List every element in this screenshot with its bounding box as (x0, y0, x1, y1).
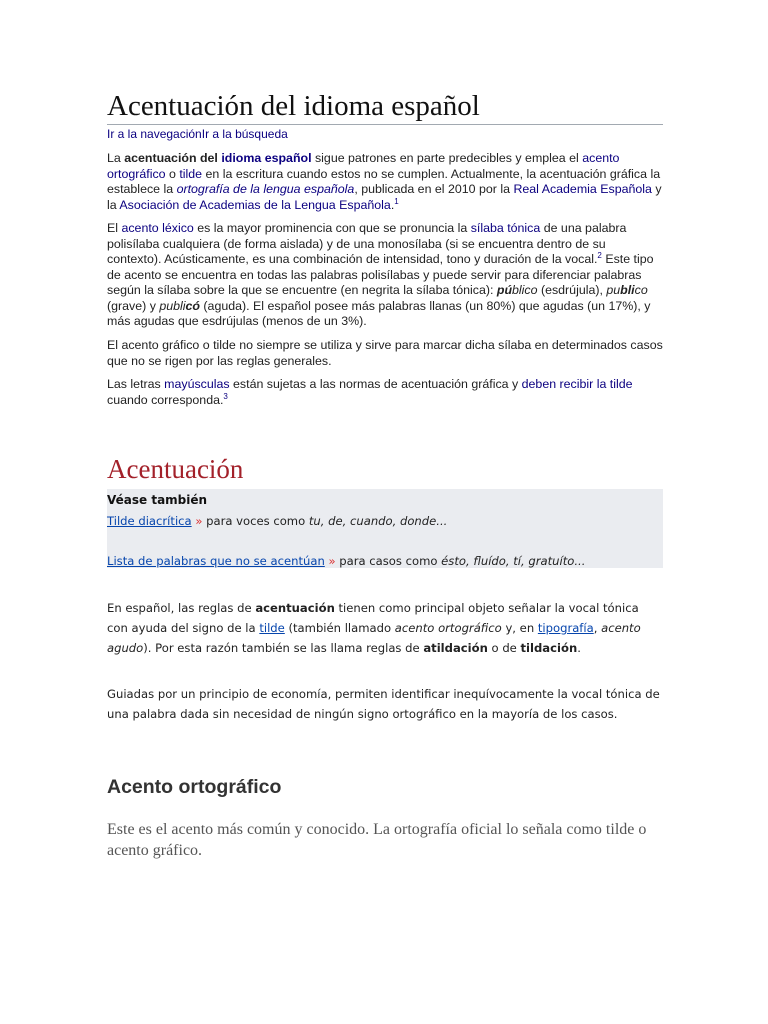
text: , (593, 621, 602, 635)
jump-to-search-link[interactable]: Ir a la búsqueda (201, 127, 288, 141)
page-title: Acentuación del idioma español (107, 88, 663, 125)
text: . (390, 197, 395, 212)
example-publico-aguda: publicó (159, 298, 200, 313)
section-heading-acentuacion: Acentuación (107, 454, 244, 484)
raquo-icon: » (328, 554, 336, 568)
examples: tu, de, cuando, donde... (308, 514, 448, 528)
bold-text: atildación (423, 641, 488, 655)
examples: ésto, fluído, tí, gratuíto... (441, 554, 586, 568)
text: cuando corresponda. (107, 392, 224, 407)
link-lista-palabras[interactable]: Lista de palabras que no se acentúan (107, 554, 325, 568)
reference-3[interactable]: 3 (223, 391, 228, 401)
intro-paragraph-2 (107, 221, 663, 330)
link-tilde[interactable]: tilde (179, 166, 203, 181)
text: sigue patrones en parte predecibles y emplea el (311, 151, 583, 165)
text: . (577, 641, 581, 655)
link-idioma-espanol[interactable]: idioma español (221, 151, 312, 165)
intro-paragraph-3: El acento gráfico o tilde no siempre se utiliza y sirve para marcar dicha sílaba en determinados casos que no se rigen por las reglas generales. (107, 338, 663, 368)
acentuacion-paragraph-2: Guiadas por un principio de economía, permiten identificar inequívocamente la vocal tónica de una palabra dada sin necesidad de ningún signo ortográfico en la mayoría de los casos. (107, 687, 660, 721)
section-heading-acento-ortografico: Acento ortográfico (107, 776, 282, 798)
link-tilde-diacritica[interactable]: Tilde diacrítica (107, 514, 192, 528)
link-acento-lexico[interactable]: acento léxico (121, 221, 194, 235)
text: (grave) y (107, 298, 160, 313)
link-ortografia[interactable]: ortografía de la lengua española (176, 182, 355, 196)
text: es la mayor prominencia con que se pronuncia la (193, 221, 471, 235)
bold-text: acentuación (255, 601, 335, 615)
bold-text: tildación (520, 641, 578, 655)
link-acento-ortografico[interactable]: acento ortográfico (107, 151, 620, 181)
acento-ortografico-paragraph: Este es el acento más común y conocido. La ortografía oficial lo señala como tilde o acento gráfico. (107, 821, 647, 859)
text: tienen como principal objeto señalar la vocal tónica con ayuda del signo de la (107, 601, 639, 635)
see-also-box (107, 489, 663, 568)
intro-paragraph-1 (107, 151, 663, 213)
example-publico-grave: publico (606, 283, 648, 297)
link-rae[interactable]: Real Academia Española (513, 182, 652, 196)
link-mayusculas[interactable]: mayúsculas (164, 377, 230, 391)
reference-2[interactable]: 2 (597, 250, 602, 260)
text: están sujetas a las normas de acentuación gráfica y (229, 377, 522, 391)
acentuacion-paragraph-1 (107, 598, 663, 658)
link-tipografia[interactable]: tipografía (537, 621, 594, 635)
text: y, en (501, 621, 538, 635)
text: La (107, 151, 125, 165)
text: En español, las reglas de (107, 601, 256, 615)
link-deben-recibir-tilde[interactable]: deben recibir la tilde (521, 377, 633, 391)
see-also-title: Véase también (107, 493, 208, 507)
italic-text: acento agudo (107, 621, 641, 655)
bold-text: acentuación del (124, 151, 222, 165)
see-also-row-2 (107, 554, 585, 568)
text: o de (487, 641, 521, 655)
text: para voces como (202, 514, 309, 528)
link-tilde[interactable]: tilde (259, 621, 285, 635)
see-also-row-1 (107, 514, 447, 528)
jump-to-navigation-link[interactable]: Ir a la navegación (107, 127, 202, 141)
italic-text: acento ortográfico (394, 621, 502, 635)
text: (aguda). El español posee más palabras llanas (un 80%) que agudas (un 17%), y más agudas que esdrújulas (menos de un 3%). (107, 298, 651, 328)
text: en la escritura cuando estos no se cumplen. Actualmente, la acentuación gráfica la establece la (107, 166, 661, 196)
text: para casos como (335, 554, 442, 568)
text: (también llamado (284, 621, 395, 635)
text: Este tipo de acento se encuentra en todas las palabras polisílabas y puede servir para diferenciar palabras según la sílaba sobre la que se encuentre (en negrita la sílaba tónica): (107, 252, 654, 297)
text: , publicada en el 2010 por la (354, 182, 514, 196)
text: (esdrújula), (537, 283, 607, 297)
example-publico: público (496, 283, 538, 297)
jump-links (107, 126, 288, 142)
text: El (107, 221, 122, 235)
intro-paragraph-4 (107, 377, 663, 408)
text: Las letras (107, 377, 165, 391)
text: de una palabra polisílaba cualquiera (de forma aislada) y de una monosílaba (si se encuentra dentro de su contexto). Acústicamente, es una combinación de intensidad, tono y duración de la vocal. (107, 221, 627, 266)
text: ). Por esta razón también se las llama reglas de (143, 641, 424, 655)
raquo-icon: » (195, 514, 203, 528)
link-silaba-tonica[interactable]: sílaba tónica (470, 221, 541, 235)
reference-1[interactable]: 1 (394, 196, 399, 206)
link-asale[interactable]: Asociación de Academias de la Lengua Española (119, 197, 391, 212)
text: o (165, 166, 180, 181)
text: y la (107, 182, 662, 212)
